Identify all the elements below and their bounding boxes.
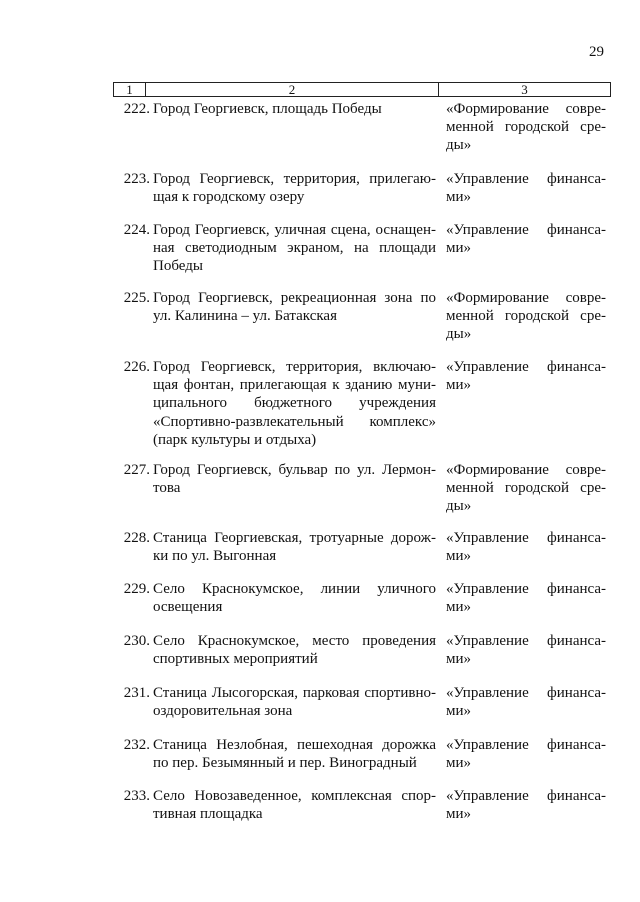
- program-line: ды»: [446, 498, 472, 515]
- row-number: 225.: [123, 290, 150, 306]
- program-line: ми»: [446, 377, 472, 394]
- program-line: «Формирование совре-: [446, 290, 606, 306]
- row-description: [153, 580, 436, 616]
- program-line: «Управление финанса-: [446, 581, 606, 597]
- row-program: [446, 100, 606, 155]
- description-line: тивная площадка: [153, 806, 263, 823]
- program-line: менной городской сре-: [446, 308, 606, 325]
- row-description: [153, 170, 436, 206]
- row-description: [153, 289, 436, 325]
- description-line: ул. Калинина – ул. Батакская: [153, 308, 337, 325]
- program-line: ды»: [446, 326, 472, 343]
- program-line: ми»: [446, 703, 472, 720]
- description-line: (парк культуры и отдыха): [153, 431, 317, 448]
- description-line: спортивных мероприятий: [153, 651, 318, 668]
- header-col-2: 2: [146, 83, 439, 96]
- description-line: Город Георгиевск, территория, включаю-: [153, 359, 436, 375]
- row-number: 232.: [123, 737, 150, 753]
- program-line: «Управление финанса-: [446, 737, 606, 753]
- row-description: [153, 736, 436, 772]
- row-number: 224.: [123, 222, 150, 238]
- description-line: Село Новозаведенное, комплексная спор-: [153, 788, 436, 804]
- program-line: менной городской сре-: [446, 119, 606, 136]
- row-program: [446, 221, 606, 257]
- program-line: «Управление финанса-: [446, 633, 606, 649]
- program-line: «Управление финанса-: [446, 222, 606, 238]
- program-line: «Управление финанса-: [446, 171, 606, 187]
- program-line: ми»: [446, 548, 472, 565]
- row-number: 228.: [123, 530, 150, 546]
- description-line: оздоровительная зона: [153, 703, 293, 720]
- description-line: Город Георгиевск, бульвар по ул. Лермон-: [153, 462, 436, 478]
- description-line: щая фонтан, прилегающая к зданию муни-: [153, 377, 436, 394]
- table-header: [113, 82, 611, 97]
- row-number: 223.: [123, 171, 150, 187]
- program-line: «Формирование совре-: [446, 101, 606, 117]
- row-number: 231.: [123, 685, 150, 701]
- description-line: Победы: [153, 258, 203, 275]
- row-number: 227.: [123, 462, 150, 478]
- row-number: 230.: [123, 633, 150, 649]
- row-description: [153, 221, 436, 276]
- row-program: [446, 787, 606, 823]
- program-line: «Управление финанса-: [446, 530, 606, 546]
- row-description: [153, 684, 436, 720]
- row-description: [153, 632, 436, 668]
- description-line: Город Георгиевск, уличная сцена, оснащен-: [153, 222, 436, 238]
- program-line: ды»: [446, 137, 472, 154]
- row-program: [446, 358, 606, 394]
- program-line: «Управление финанса-: [446, 788, 606, 804]
- description-line: ципального бюджетного учреждения: [153, 395, 436, 412]
- row-number: 226.: [123, 359, 150, 375]
- program-line: ми»: [446, 806, 472, 823]
- description-line: това: [153, 480, 181, 497]
- row-program: [446, 684, 606, 720]
- row-program: [446, 580, 606, 616]
- program-line: «Управление финанса-: [446, 359, 606, 375]
- description-line: Город Георгиевск, площадь Победы: [153, 101, 382, 117]
- program-line: «Формирование совре-: [446, 462, 606, 478]
- row-program: [446, 529, 606, 565]
- description-line: ки по ул. Выгонная: [153, 548, 277, 565]
- row-description: [153, 529, 436, 565]
- description-line: Станица Георгиевская, тротуарные дорож-: [153, 530, 436, 546]
- row-description: [153, 787, 436, 823]
- row-program: [446, 170, 606, 206]
- description-line: Город Георгиевск, территория, прилегаю-: [153, 171, 436, 187]
- row-program: [446, 461, 606, 516]
- row-number: 229.: [123, 581, 150, 597]
- description-line: Станица Незлобная, пешеходная дорожка: [153, 737, 436, 753]
- program-line: «Управление финанса-: [446, 685, 606, 701]
- row-number: 233.: [123, 788, 150, 804]
- row-description: [153, 461, 436, 497]
- description-line: ная светодиодным экраном, на площади: [153, 240, 436, 257]
- row-program: [446, 289, 606, 344]
- description-line: Село Краснокумское, место проведения: [153, 633, 436, 649]
- row-program: [446, 736, 606, 772]
- program-line: ми»: [446, 755, 472, 772]
- row-program: [446, 632, 606, 668]
- description-line: Село Краснокумское, линии уличного: [153, 581, 436, 597]
- row-description: [153, 358, 436, 449]
- description-line: Город Георгиевск, рекреационная зона по: [153, 290, 436, 306]
- program-line: ми»: [446, 651, 472, 668]
- program-line: ми»: [446, 189, 472, 206]
- description-line: щая к городскому озеру: [153, 189, 305, 206]
- header-col-1: 1: [114, 83, 146, 96]
- program-line: ми»: [446, 599, 472, 616]
- description-line: по пер. Безымянный и пер. Виноградный: [153, 755, 417, 772]
- program-line: менной городской сре-: [446, 480, 606, 497]
- description-line: «Спортивно-развлекательный комплекс»: [153, 413, 436, 430]
- description-line: освещения: [153, 599, 223, 616]
- description-line: Станица Лысогорская, парковая спортивно-: [153, 685, 436, 701]
- row-number: 222.: [123, 101, 150, 117]
- program-line: ми»: [446, 240, 472, 257]
- page-number: 29: [589, 44, 604, 60]
- row-description: [153, 100, 436, 118]
- header-col-3: 3: [521, 82, 528, 97]
